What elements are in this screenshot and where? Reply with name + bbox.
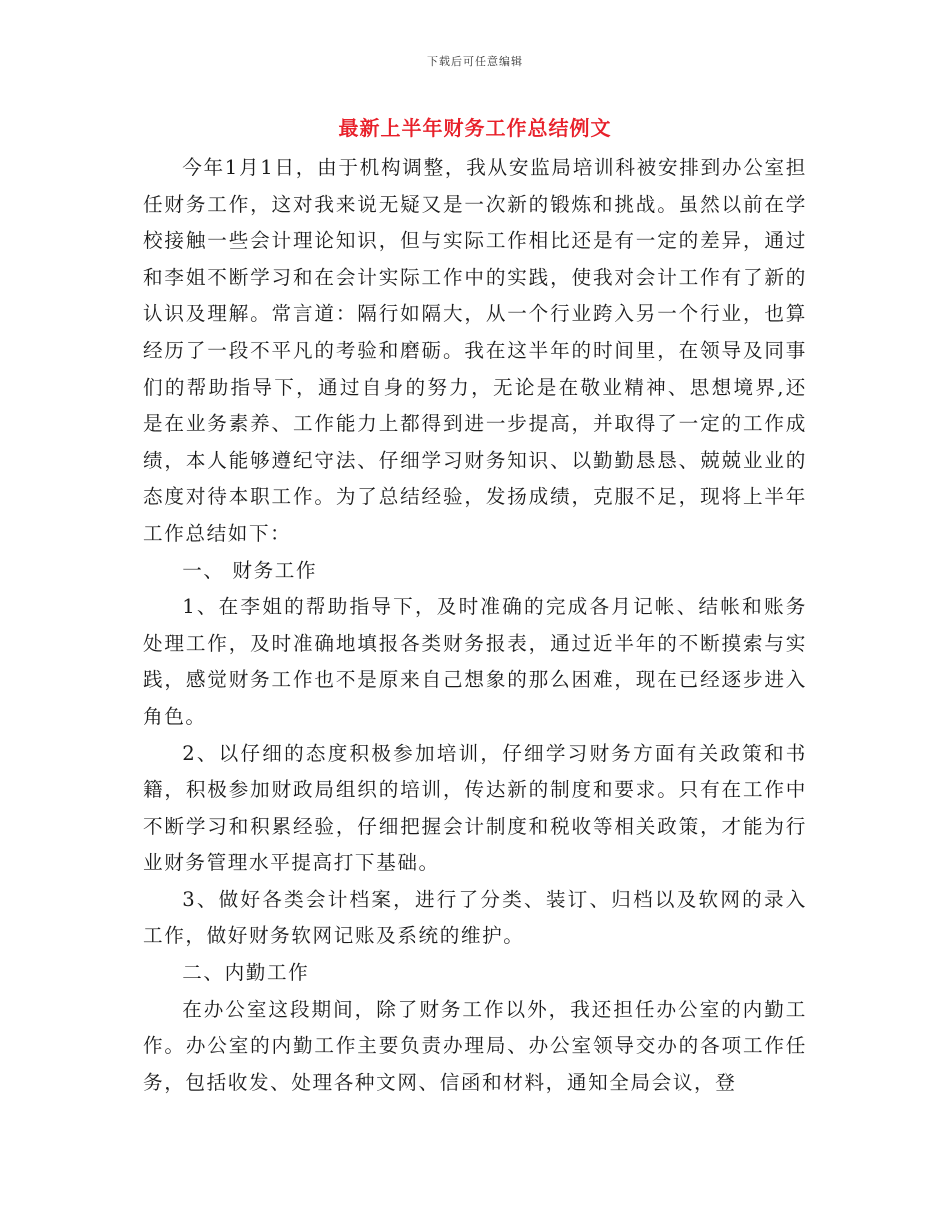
section-heading-finance: 一、 财务工作 [182,558,318,582]
paragraph-finance-item-3: 3、做好各类会计档案，进行了分类、装订、归档以及软网的录入工作，做好财务软网记账及系统的维护。 [143,887,807,948]
document-body [143,150,807,1101]
paragraph-intro: 今年1月1日，由于机构调整，我从安监局培训科被安排到办公室担任财务工作，这对我来说无疑又是一次新的锻炼和挑战。虽然以前在学校接触一些会计理论知识，但与实际工作相比还是有一定的差异，通过和李姐不断学习和在会计实际工作中的实践，使我对会计工作有了新的认识及理解。常言道：隔行如隔大，从一个行业跨入另一个行业，也算经历了一段不平凡的考验和磨砺。我在这半年的时间里，在领导及同事们的帮助指导下，通过自身的努力，无论是在敬业精神、思想境界,还是在业务素养、工作能力上都得到进一步提高，并取得了一定的工作成绩，本人能够遵纪守法、仔细学习财务知识、以勤勤恳恳、兢兢业业的态度对待本职工作。为了总结经验，发扬成绩，克服不足，现将上半年工作总结如下： [143,156,807,545]
paragraph-office-duties: 在办公室这段期间，除了财务工作以外，我还担任办公室的内勤工作。办公室的内勤工作主要负责办理局、办公室领导交办的各项工作任务，包括收发、处理各种文网、信函和材料，通知全局会议，登 [143,997,807,1094]
paragraph-finance-item-1: 1、在李姐的帮助指导下，及时准确的完成各月记帐、结帐和账务处理工作，及时准确地填报各类财务报表，通过近半年的不断摸索与实践，感觉财务工作也不是原来自己想象的那么困难，现在已经逐步进入角色。 [143,595,807,728]
section-heading-office: 二、内勤工作 [182,961,310,985]
document-title: 最新上半年财务工作总结例文 [338,116,612,140]
header-note: 下载后可任意编辑 [427,55,523,68]
paragraph-finance-item-2: 2、以仔细的态度积极参加培训，仔细学习财务方面有关政策和书籍，积极参加财政局组织的培训，传达新的制度和要求。只有在工作中不断学习和积累经验，仔细把握会计制度和税收等相关政策，才能为行业财务管理水平提高打下基础。 [143,741,807,875]
